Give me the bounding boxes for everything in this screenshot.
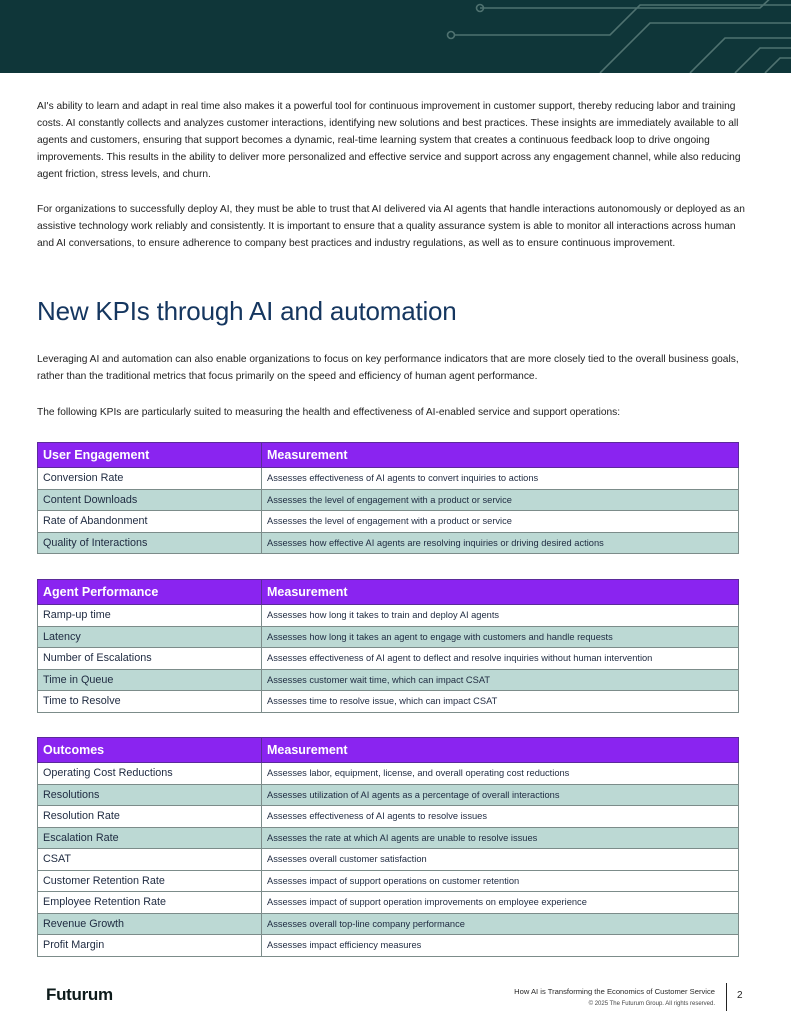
table-row xyxy=(38,870,739,892)
agent-performance-table xyxy=(37,579,739,713)
page-number: 2 xyxy=(737,990,743,1001)
kpi-name: Time in Queue xyxy=(38,669,262,691)
intro-paragraph-2: For organizations to successfully deploy AI, they must be able to trust that AI delivered via AI agents that handle interactions autonomously or deployed as an assistive technology work reliably and consistently. It is important to ensure that a quality assurance system is able to monitor all interactions across human and AI conversations, to ensure adherence to company best practices and industry regulations, as well as to ensure continuous improvement. xyxy=(37,204,745,249)
table-header-row xyxy=(38,443,739,468)
kpi-measurement: Assesses the level of engagement with a product or service xyxy=(262,489,739,511)
table-row xyxy=(38,849,739,871)
table-row xyxy=(38,691,739,713)
kpi-name: Employee Retention Rate xyxy=(38,892,262,914)
kpi-name: Rate of Abandonment xyxy=(38,511,262,533)
kpi-name: Conversion Rate xyxy=(38,468,262,490)
table-row xyxy=(38,806,739,828)
user-engagement-table xyxy=(37,442,739,554)
kpi-measurement: Assesses the level of engagement with a product or service xyxy=(262,511,739,533)
kpi-measurement: Assesses effectiveness of AI agents to resolve issues xyxy=(262,806,739,828)
kpi-name: Quality of Interactions xyxy=(38,532,262,554)
kpi-measurement: Assesses impact of support operations on customer retention xyxy=(262,870,739,892)
column-header: Measurement xyxy=(262,580,739,605)
intro-paragraph-1: AI's ability to learn and adapt in real time also makes it a powerful tool for continuous improvement in customer support, thereby reducing labor and training costs. AI constantly collects and analyzes customer interactions, identifying new solutions and best practices. These insights are immediately available to all agents and customers, ensuring that support becomes a dynamic, real-time learning system that creates a continuous feedback loop to drive ongoing improvements. This results in the ability to deliver more personalized and effective service and support across any engagement channel, while also reducing agent friction, stress levels, and churn. xyxy=(37,101,741,180)
table-row xyxy=(38,935,739,957)
table-row xyxy=(38,892,739,914)
kpi-measurement: Assesses overall customer satisfaction xyxy=(262,849,739,871)
footer-divider xyxy=(726,983,727,1011)
circuit-lines-decoration xyxy=(0,0,791,73)
column-header: Measurement xyxy=(262,738,739,763)
kpi-name: Customer Retention Rate xyxy=(38,870,262,892)
futurum-logo: Futurum xyxy=(46,985,113,1004)
kpi-name: CSAT xyxy=(38,849,262,871)
table-row xyxy=(38,648,739,670)
kpi-name: Profit Margin xyxy=(38,935,262,957)
kpi-measurement: Assesses how long it takes to train and deploy AI agents xyxy=(262,605,739,627)
footer-copyright: © 2025 The Futurum Group. All rights reserved. xyxy=(588,1001,715,1007)
column-header: Agent Performance xyxy=(38,580,262,605)
kpi-name: Content Downloads xyxy=(38,489,262,511)
footer-document-title: How AI is Transforming the Economics of Customer Service xyxy=(514,987,715,996)
header-band xyxy=(0,0,791,73)
column-header: Measurement xyxy=(262,443,739,468)
kpi-measurement: Assesses labor, equipment, license, and overall operating cost reductions xyxy=(262,763,739,785)
kpi-paragraph-1: Leveraging AI and automation can also enable organizations to focus on key performance indicators that are more closely tied to the overall business goals, rather than the traditional metrics that focus primarily on the speed and efficiency of human agent performance. xyxy=(37,354,739,382)
kpi-name: Time to Resolve xyxy=(38,691,262,713)
table-row xyxy=(38,511,739,533)
kpi-name: Revenue Growth xyxy=(38,913,262,935)
table-row xyxy=(38,489,739,511)
section-heading: New KPIs through AI and automation xyxy=(37,296,457,326)
kpi-name: Escalation Rate xyxy=(38,827,262,849)
table-row xyxy=(38,827,739,849)
table-row xyxy=(38,605,739,627)
kpi-measurement: Assesses effectiveness of AI agents to convert inquiries to actions xyxy=(262,468,739,490)
kpi-measurement: Assesses customer wait time, which can impact CSAT xyxy=(262,669,739,691)
kpi-name: Resolution Rate xyxy=(38,806,262,828)
kpi-name: Latency xyxy=(38,626,262,648)
table-row xyxy=(38,626,739,648)
kpi-measurement: Assesses overall top-line company performance xyxy=(262,913,739,935)
table-row xyxy=(38,784,739,806)
column-header: Outcomes xyxy=(38,738,262,763)
kpi-measurement: Assesses utilization of AI agents as a percentage of overall interactions xyxy=(262,784,739,806)
table-row xyxy=(38,468,739,490)
column-header: User Engagement xyxy=(38,443,262,468)
table-row xyxy=(38,532,739,554)
kpi-paragraph-2: The following KPIs are particularly suited to measuring the health and effectiveness of AI-enabled service and support operations: xyxy=(37,407,621,418)
table-row xyxy=(38,913,739,935)
kpi-measurement: Assesses how long it takes an agent to engage with customers and handle requests xyxy=(262,626,739,648)
outcomes-table xyxy=(37,737,739,957)
kpi-measurement: Assesses time to resolve issue, which can impact CSAT xyxy=(262,691,739,713)
kpi-name: Operating Cost Reductions xyxy=(38,763,262,785)
kpi-name: Resolutions xyxy=(38,784,262,806)
kpi-measurement: Assesses how effective AI agents are resolving inquiries or driving desired actions xyxy=(262,532,739,554)
kpi-measurement: Assesses impact efficiency measures xyxy=(262,935,739,957)
table-row xyxy=(38,669,739,691)
table-row xyxy=(38,763,739,785)
kpi-name: Number of Escalations xyxy=(38,648,262,670)
kpi-name: Ramp-up time xyxy=(38,605,262,627)
table-header-row xyxy=(38,580,739,605)
kpi-measurement: Assesses the rate at which AI agents are unable to resolve issues xyxy=(262,827,739,849)
table-header-row xyxy=(38,738,739,763)
kpi-measurement: Assesses effectiveness of AI agent to deflect and resolve inquiries without human intervention xyxy=(262,648,739,670)
kpi-measurement: Assesses impact of support operation improvements on employee experience xyxy=(262,892,739,914)
